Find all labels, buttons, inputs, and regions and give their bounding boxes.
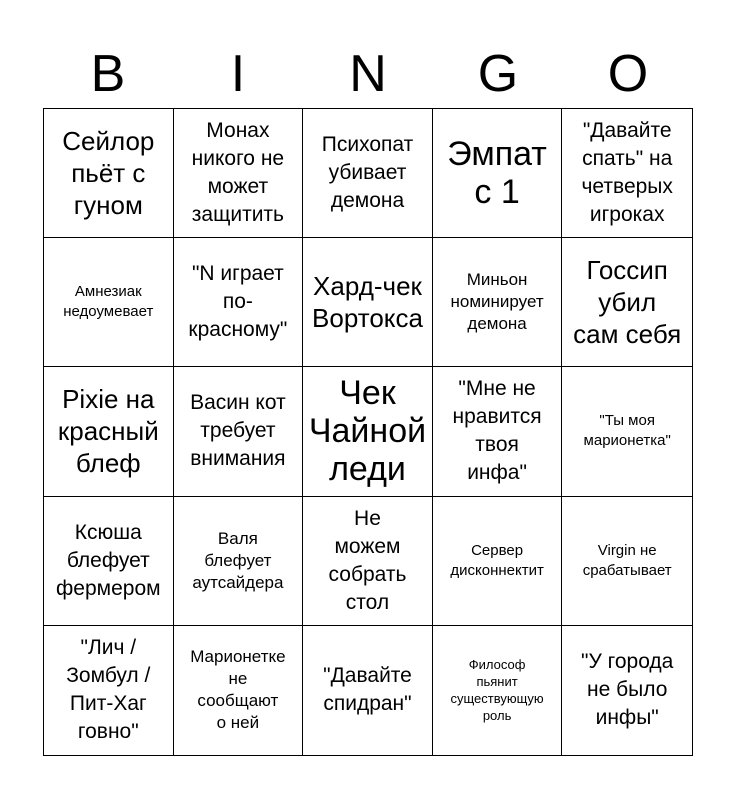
cell-text: Ксюша блефует фермером <box>56 520 161 600</box>
bingo-cell[interactable] <box>562 367 692 496</box>
cell-text: "Давайте спидран" <box>323 664 412 716</box>
bingo-cell[interactable] <box>562 238 692 367</box>
bingo-cell[interactable] <box>562 497 692 626</box>
bingo-cell[interactable] <box>433 497 563 626</box>
bingo-cell[interactable] <box>303 626 433 755</box>
cell-text: "Мне не нравится твоя инфа" <box>452 377 542 485</box>
bingo-cell[interactable] <box>433 367 563 496</box>
bingo-cell[interactable] <box>174 367 304 496</box>
cell-text: Не можем собрать стол <box>328 506 407 614</box>
cell-text: Эмпат с 1 <box>447 135 547 212</box>
bingo-cell[interactable] <box>174 238 304 367</box>
cell-text: Pixie на красный блеф <box>57 384 159 479</box>
bingo-cell[interactable] <box>44 367 174 496</box>
header-letter-b: B <box>90 45 126 103</box>
cell-text: Монах никого не может защитить <box>191 119 285 227</box>
bingo-cell[interactable] <box>44 109 174 238</box>
cell-text: Чек Чайной леди <box>308 374 427 489</box>
bingo-cell[interactable] <box>433 238 563 367</box>
bingo-header <box>43 40 693 108</box>
bingo-cell[interactable] <box>44 497 174 626</box>
header-letter-n: N <box>349 45 387 103</box>
bingo-cell[interactable] <box>303 497 433 626</box>
cell-text: "Ты моя марионетка" <box>583 412 671 450</box>
bingo-cell[interactable] <box>303 367 433 496</box>
bingo-cell[interactable] <box>562 626 692 755</box>
cell-text: Госсип убил сам себя <box>573 255 682 350</box>
bingo-cell[interactable] <box>433 109 563 238</box>
bingo-cell[interactable] <box>174 109 304 238</box>
cell-text: Миньон номинирует демона <box>450 270 544 334</box>
cell-text: "N играет по- красному" <box>188 262 288 342</box>
cell-text: Амнезиак недоумевает <box>63 283 154 321</box>
bingo-cell[interactable] <box>562 109 692 238</box>
bingo-cell[interactable] <box>174 497 304 626</box>
cell-text: Философ пьянит существующую роль <box>450 657 544 724</box>
bingo-cell[interactable] <box>174 626 304 755</box>
header-letter-g: G <box>477 45 519 103</box>
cell-text: Virgin не срабатывает <box>582 541 672 579</box>
cell-text: Сервер дисконнектит <box>450 541 544 579</box>
cell-text: "Лич / Зомбул / Пит-Хаг говно" <box>66 636 151 744</box>
bingo-cell[interactable] <box>44 238 174 367</box>
bingo-grid <box>43 108 693 756</box>
cell-text: Васин кот требует внимания <box>190 391 286 471</box>
cell-text: "Давайте спать" на четверых игроках <box>581 119 673 227</box>
header-letter-o: O <box>607 45 649 103</box>
bingo-cell[interactable] <box>303 109 433 238</box>
cell-text: Валя блефует аутсайдера <box>192 528 284 592</box>
cell-text: Сейлор пьёт с гуном <box>62 126 155 221</box>
cell-text: Хард-чек Вортокса <box>312 271 423 334</box>
cell-text: "У города не было инфы" <box>581 650 674 730</box>
header-letter-i: I <box>230 45 246 103</box>
bingo-cell[interactable] <box>303 238 433 367</box>
cell-text: Психопат убивает демона <box>321 133 414 213</box>
cell-text: Марионетке не сообщают о ней <box>190 647 286 733</box>
bingo-cell[interactable] <box>44 626 174 755</box>
bingo-cell[interactable] <box>433 626 563 755</box>
